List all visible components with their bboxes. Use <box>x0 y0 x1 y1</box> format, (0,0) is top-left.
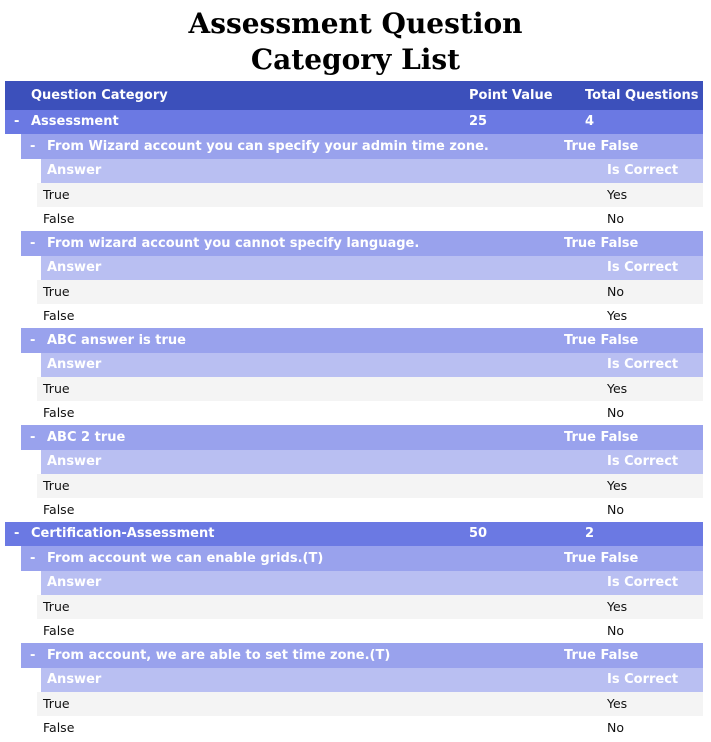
answer-text: False <box>43 502 75 517</box>
grid-body <box>5 110 703 740</box>
answer-text: False <box>43 405 75 420</box>
answer-header-row <box>41 159 703 183</box>
page-title-line-2: Category List <box>250 43 461 76</box>
category-name: Certification-Assessment <box>31 526 215 541</box>
answer-is-correct: Yes <box>607 696 628 711</box>
collapse-toggle[interactable]: - <box>30 430 36 445</box>
answer-row <box>37 716 703 740</box>
question-row <box>21 328 703 353</box>
answer-is-correct: Yes <box>607 381 628 396</box>
answer-is-correct: No <box>607 502 624 517</box>
question-row <box>21 231 703 256</box>
answer-is-correct: No <box>607 211 624 226</box>
collapse-toggle[interactable]: - <box>30 139 36 154</box>
answer-is-correct: Yes <box>607 187 628 202</box>
answer-text: True <box>43 599 70 614</box>
answer-row <box>37 619 703 643</box>
answer-text: False <box>43 211 75 226</box>
answer-header-row <box>41 571 703 595</box>
answer-is-correct: Yes <box>607 599 628 614</box>
answer-is-correct: No <box>607 720 624 735</box>
column-header-is-correct[interactable]: Is Correct <box>607 260 679 275</box>
column-header-is-correct[interactable]: Is Correct <box>607 672 679 687</box>
category-total-questions: 2 <box>585 526 595 541</box>
question-row <box>21 643 703 668</box>
answer-text: True <box>43 284 70 299</box>
answer-row <box>37 474 703 498</box>
answer-row <box>37 304 703 328</box>
collapse-toggle[interactable]: - <box>14 114 20 129</box>
answer-is-correct: Yes <box>607 478 628 493</box>
category-total-questions: 4 <box>585 114 595 129</box>
answer-header-row <box>41 450 703 474</box>
column-header-answer[interactable]: Answer <box>47 575 102 590</box>
question-row <box>21 134 703 159</box>
collapse-toggle[interactable]: - <box>14 526 20 541</box>
answer-is-correct: No <box>607 405 624 420</box>
answer-row <box>37 207 703 231</box>
column-header-is-correct[interactable]: Is Correct <box>607 454 679 469</box>
category-point-value: 50 <box>469 526 488 541</box>
answer-row <box>37 692 703 716</box>
question-row <box>21 546 703 571</box>
category-row <box>5 110 703 134</box>
answer-row <box>37 498 703 522</box>
question-type: True False <box>564 333 639 348</box>
answer-header-row <box>41 353 703 377</box>
column-header-answer[interactable]: Answer <box>47 454 102 469</box>
question-type: True False <box>564 236 639 251</box>
column-header-is-correct[interactable]: Is Correct <box>607 575 679 590</box>
answer-header-row <box>41 256 703 280</box>
column-header-question-category[interactable]: Question Category <box>31 88 168 103</box>
question-text: From account, we are able to set time zone.(T) <box>47 648 391 663</box>
question-text: ABC 2 true <box>47 430 126 445</box>
answer-text: True <box>43 187 70 202</box>
grid-header-row <box>5 81 703 110</box>
answer-row <box>37 280 703 304</box>
column-header-answer[interactable]: Answer <box>47 357 102 372</box>
answer-text: True <box>43 478 70 493</box>
category-point-value: 25 <box>469 114 488 129</box>
page-title <box>0 6 711 78</box>
answer-header-row <box>41 668 703 692</box>
answer-row <box>37 401 703 425</box>
category-name: Assessment <box>31 114 119 129</box>
collapse-toggle[interactable]: - <box>30 333 36 348</box>
answer-text: False <box>43 623 75 638</box>
answer-row <box>37 595 703 619</box>
category-row <box>5 522 703 546</box>
answer-text: False <box>43 720 75 735</box>
answer-is-correct: No <box>607 623 624 638</box>
question-category-grid <box>5 81 703 740</box>
collapse-toggle[interactable]: - <box>30 551 36 566</box>
question-type: True False <box>564 648 639 663</box>
question-text: ABC answer is true <box>47 333 186 348</box>
answer-text: False <box>43 308 75 323</box>
column-header-total-questions[interactable]: Total Questions <box>585 88 699 103</box>
answer-text: True <box>43 696 70 711</box>
answer-is-correct: No <box>607 284 624 299</box>
column-header-is-correct[interactable]: Is Correct <box>607 163 679 178</box>
answer-text: True <box>43 381 70 396</box>
question-type: True False <box>564 139 639 154</box>
column-header-answer[interactable]: Answer <box>47 260 102 275</box>
question-type: True False <box>564 430 639 445</box>
question-row <box>21 425 703 450</box>
answer-row <box>37 377 703 401</box>
answer-row <box>37 183 703 207</box>
question-text: From Wizard account you can specify your admin time zone. <box>47 139 489 154</box>
collapse-toggle[interactable]: - <box>30 236 36 251</box>
question-type: True False <box>564 551 639 566</box>
column-header-point-value[interactable]: Point Value <box>469 88 553 103</box>
answer-is-correct: Yes <box>607 308 628 323</box>
question-text: From account we can enable grids.(T) <box>47 551 324 566</box>
question-text: From wizard account you cannot specify language. <box>47 236 420 251</box>
column-header-answer[interactable]: Answer <box>47 163 102 178</box>
page-title-line-1: Assessment Question <box>188 7 523 40</box>
column-header-answer[interactable]: Answer <box>47 672 102 687</box>
collapse-toggle[interactable]: - <box>30 648 36 663</box>
column-header-is-correct[interactable]: Is Correct <box>607 357 679 372</box>
